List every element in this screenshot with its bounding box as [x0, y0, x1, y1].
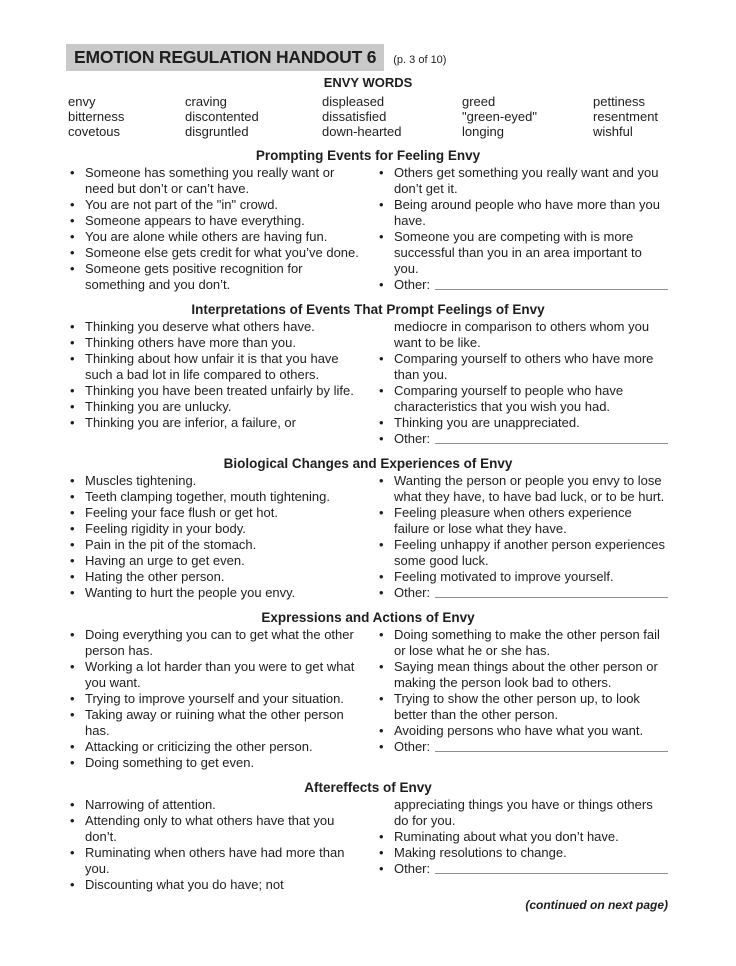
list-item — [66, 845, 361, 877]
section-column-right — [375, 473, 670, 601]
list-item-text: Thinking you are unlucky. — [85, 399, 232, 414]
envy-word: discontented — [185, 109, 259, 124]
list-item-text: Other: — [394, 585, 431, 600]
list-item-text: Muscles tightening. — [85, 473, 197, 488]
bullet-icon: • — [70, 877, 75, 892]
list-item — [66, 473, 361, 489]
bullet-icon: • — [70, 415, 75, 430]
bullet-icon: • — [379, 165, 384, 180]
list-item-text: Feeling pleasure when others experience failure or lose what they have. — [394, 505, 632, 536]
bullet-icon: • — [70, 521, 75, 536]
list-item-text: Wanting the person or people you envy to lose what they have, to have bad luck, or to be hurt. — [394, 473, 665, 504]
list-item-text: Comparing yourself to others who have more than you. — [394, 351, 654, 382]
list-item-text: Thinking you are unappreciated. — [394, 415, 580, 430]
bullet-icon: • — [379, 627, 384, 642]
envy-word: envy — [68, 94, 96, 109]
bullet-icon: • — [70, 383, 75, 398]
envy-words-column — [68, 94, 185, 139]
list-item — [66, 351, 361, 383]
list-item — [375, 569, 670, 585]
bullet-icon: • — [70, 165, 75, 180]
envy-words-column — [593, 94, 670, 139]
bullet-icon: • — [70, 553, 75, 568]
bullet-icon: • — [70, 755, 75, 770]
list-item-text: Other: — [394, 277, 431, 292]
list-item — [375, 383, 670, 415]
list-item — [66, 319, 361, 335]
bullet-icon: • — [379, 569, 384, 584]
section-title: Prompting Events for Feeling Envy — [255, 148, 481, 163]
envy-word: bitterness — [68, 109, 125, 124]
list-item-text: Ruminating about what you don’t have. — [394, 829, 619, 844]
list-item-text: Pain in the pit of the stomach. — [85, 537, 257, 552]
section-title: Aftereffects of Envy — [304, 780, 432, 795]
continued-note: (continued on next page) — [525, 898, 668, 912]
bullet-icon: • — [70, 585, 75, 600]
list-item-text: Doing something to make the other person fail or lose what he or she has. — [394, 627, 660, 658]
list-item-text: Making resolutions to change. — [394, 845, 567, 860]
bullet-icon: • — [70, 707, 75, 722]
bullet-icon: • — [70, 489, 75, 504]
list-item — [66, 383, 361, 399]
list-item-text: Doing something to get even. — [85, 755, 255, 770]
bullet-icon: • — [379, 691, 384, 706]
list-item-text: Doing everything you can to get what the other person has. — [85, 627, 354, 658]
list-item — [375, 277, 670, 293]
list-item — [66, 877, 361, 893]
bullet-icon: • — [70, 335, 75, 350]
bullet-icon: • — [70, 537, 75, 552]
list-item-text: Thinking you are inferior, a failure, or — [85, 415, 296, 430]
list-item-text: mediocre in comparison to others whom you want to be like. — [394, 319, 650, 350]
section-columns — [66, 473, 670, 601]
envy-words-column — [462, 94, 593, 139]
list-item — [375, 319, 670, 351]
list-item — [375, 797, 670, 829]
section-title: Biological Changes and Experiences of Envy — [223, 456, 513, 471]
list-item — [375, 691, 670, 723]
section-column-right — [375, 627, 670, 771]
list-item — [375, 351, 670, 383]
list-item — [66, 627, 361, 659]
envy-word: down-hearted — [322, 124, 402, 139]
bullet-icon: • — [379, 197, 384, 212]
bullet-icon: • — [70, 351, 75, 366]
bullet-icon: • — [379, 431, 384, 446]
list-item — [375, 415, 670, 431]
bullet-icon: • — [379, 415, 384, 430]
bullet-icon: • — [379, 351, 384, 366]
section-columns — [66, 319, 670, 447]
list-item-text: Saying mean things about the other person or making the person look bad to others. — [394, 659, 658, 690]
section-title: Expressions and Actions of Envy — [261, 610, 475, 625]
list-item — [375, 861, 670, 877]
list-item-text: You are not part of the "in" crowd. — [85, 197, 279, 212]
list-item-text: Someone else gets credit for what you’ve done. — [85, 245, 359, 260]
list-item-text: Attacking or criticizing the other person. — [85, 739, 313, 754]
list-item-text: Someone appears to have everything. — [85, 213, 305, 228]
list-item-text: Feeling unhappy if another person experiences some good luck. — [394, 537, 666, 568]
list-item-text: Thinking others have more than you. — [85, 335, 297, 350]
blank-write-line — [435, 585, 668, 598]
page-number-note: (p. 3 of 10) — [393, 54, 447, 66]
bullet-icon: • — [379, 659, 384, 674]
list-item-text: Discounting what you do have; not — [85, 877, 284, 892]
list-item-text: Hating the other person. — [85, 569, 225, 584]
list-item — [66, 739, 361, 755]
section-column-left — [66, 165, 361, 293]
list-item-text: Working a lot harder than you were to get what you want. — [85, 659, 355, 690]
list-item — [375, 723, 670, 739]
list-item-text: Ruminating when others have had more than you. — [85, 845, 345, 876]
list-item — [66, 585, 361, 601]
bullet-icon: • — [70, 845, 75, 860]
bullet-icon: • — [379, 229, 384, 244]
list-item — [66, 553, 361, 569]
list-item-text: Thinking about how unfair it is that you have such a bad lot in life compared to others. — [85, 351, 339, 382]
blank-write-line — [435, 861, 668, 874]
envy-word: dissatisfied — [322, 109, 387, 124]
bullet-icon: • — [379, 585, 384, 600]
envy-word: disgruntled — [185, 124, 249, 139]
bullet-icon: • — [379, 537, 384, 552]
list-item — [66, 707, 361, 739]
bullet-icon: • — [70, 245, 75, 260]
envy-words-heading: ENVY WORDS — [323, 75, 413, 90]
list-item — [66, 505, 361, 521]
bullet-icon: • — [70, 473, 75, 488]
bullet-icon: • — [70, 399, 75, 414]
section-columns — [66, 797, 670, 893]
list-item — [66, 569, 361, 585]
list-item — [375, 829, 670, 845]
section-title: Interpretations of Events That Prompt Feelings of Envy — [191, 302, 545, 317]
envy-word: resentment — [593, 109, 659, 124]
envy-words-grid — [66, 94, 670, 139]
section-column-left — [66, 627, 361, 771]
section-column-left — [66, 319, 361, 447]
bullet-icon: • — [70, 627, 75, 642]
list-item — [375, 537, 670, 569]
list-item-text: Wanting to hurt the people you envy. — [85, 585, 296, 600]
list-item-text: Someone gets positive recognition for something and you don’t. — [85, 261, 303, 292]
bullet-icon: • — [70, 813, 75, 828]
bullet-icon: • — [379, 845, 384, 860]
list-item — [375, 845, 670, 861]
list-item-text: Feeling motivated to improve yourself. — [394, 569, 614, 584]
list-item-text: Teeth clamping together, mouth tightening. — [85, 489, 330, 504]
list-item — [66, 213, 361, 229]
list-item-text: Other: — [394, 739, 431, 754]
handout-header — [66, 44, 670, 71]
bullet-icon: • — [379, 505, 384, 520]
bullet-icon: • — [70, 261, 75, 276]
list-item — [375, 659, 670, 691]
list-item — [375, 627, 670, 659]
blank-write-line — [435, 431, 668, 444]
list-item — [66, 229, 361, 245]
bullet-icon: • — [70, 213, 75, 228]
list-item — [66, 521, 361, 537]
list-item-text: Taking away or ruining what the other person has. — [85, 707, 344, 738]
list-item — [375, 229, 670, 277]
sections-container — [66, 148, 670, 893]
bullet-icon: • — [70, 797, 75, 812]
list-item-text: Someone has something you really want or need but don’t or can’t have. — [85, 165, 335, 196]
bullet-icon: • — [379, 277, 384, 292]
list-item — [66, 659, 361, 691]
section-column-left — [66, 797, 361, 893]
bullet-icon: • — [379, 861, 384, 876]
list-item — [66, 197, 361, 213]
list-item-text: Someone you are competing with is more successful than you in an area important to you. — [394, 229, 642, 276]
list-item-text: Other: — [394, 431, 431, 446]
section-columns — [66, 627, 670, 771]
list-item-text: Others get something you really want and you don’t get it. — [394, 165, 659, 196]
list-item — [375, 431, 670, 447]
list-item-text: Attending only to what others have that you don’t. — [85, 813, 335, 844]
envy-words-column — [322, 94, 462, 139]
bullet-icon: • — [70, 659, 75, 674]
list-item-text: Thinking you have been treated unfairly by life. — [85, 383, 354, 398]
list-item — [66, 165, 361, 197]
list-item — [375, 165, 670, 197]
section-column-right — [375, 319, 670, 447]
list-item-text: Feeling your face flush or get hot. — [85, 505, 278, 520]
section-column-right — [375, 797, 670, 893]
section-columns — [66, 165, 670, 293]
bullet-icon: • — [70, 739, 75, 754]
section-column-right — [375, 165, 670, 293]
list-item-text: appreciating things you have or things others do for you. — [394, 797, 653, 828]
envy-word: wishful — [593, 124, 633, 139]
list-item — [66, 797, 361, 813]
list-item-text: Avoiding persons who have what you want. — [394, 723, 644, 738]
envy-word: greed — [462, 94, 496, 109]
envy-word: craving — [185, 94, 227, 109]
list-item — [66, 813, 361, 845]
list-item-text: Having an urge to get even. — [85, 553, 245, 568]
list-item — [66, 537, 361, 553]
bullet-icon: • — [379, 383, 384, 398]
section-column-left — [66, 473, 361, 601]
list-item — [66, 261, 361, 293]
list-item — [375, 739, 670, 755]
list-item-text: Being around people who have more than you have. — [394, 197, 660, 228]
list-item-text: Thinking you deserve what others have. — [85, 319, 315, 334]
list-item-text: Narrowing of attention. — [85, 797, 216, 812]
envy-word: covetous — [68, 124, 121, 139]
list-item — [375, 585, 670, 601]
list-item — [66, 415, 361, 431]
list-item — [66, 691, 361, 707]
list-item — [66, 489, 361, 505]
list-item-text: Trying to show the other person up, to look better than the other person. — [394, 691, 640, 722]
list-item — [66, 245, 361, 261]
list-item-text: You are alone while others are having fun. — [85, 229, 328, 244]
list-item — [375, 197, 670, 229]
bullet-icon: • — [379, 723, 384, 738]
envy-word: pettiness — [593, 94, 646, 109]
bullet-icon: • — [70, 319, 75, 334]
bullet-icon: • — [70, 197, 75, 212]
envy-word: displeased — [322, 94, 385, 109]
bullet-icon: • — [379, 739, 384, 754]
handout-title: EMOTION REGULATION HANDOUT 6 — [66, 44, 384, 71]
list-item-text: Comparing yourself to people who have characteristics that you wish you had. — [394, 383, 624, 414]
bullet-icon: • — [70, 569, 75, 584]
bullet-icon: • — [379, 473, 384, 488]
bullet-icon: • — [70, 505, 75, 520]
list-item-text: Other: — [394, 861, 431, 876]
list-item — [66, 399, 361, 415]
list-item-text: Feeling rigidity in your body. — [85, 521, 246, 536]
envy-word: longing — [462, 124, 504, 139]
blank-write-line — [435, 739, 668, 752]
bullet-icon: • — [70, 229, 75, 244]
envy-words-column — [185, 94, 322, 139]
list-item — [66, 755, 361, 771]
list-item-text: Trying to improve yourself and your situation. — [85, 691, 344, 706]
bullet-icon: • — [70, 691, 75, 706]
bullet-icon: • — [379, 829, 384, 844]
list-item — [66, 335, 361, 351]
list-item — [375, 473, 670, 505]
envy-word: "green-eyed" — [462, 109, 537, 124]
list-item — [375, 505, 670, 537]
blank-write-line — [435, 277, 668, 290]
